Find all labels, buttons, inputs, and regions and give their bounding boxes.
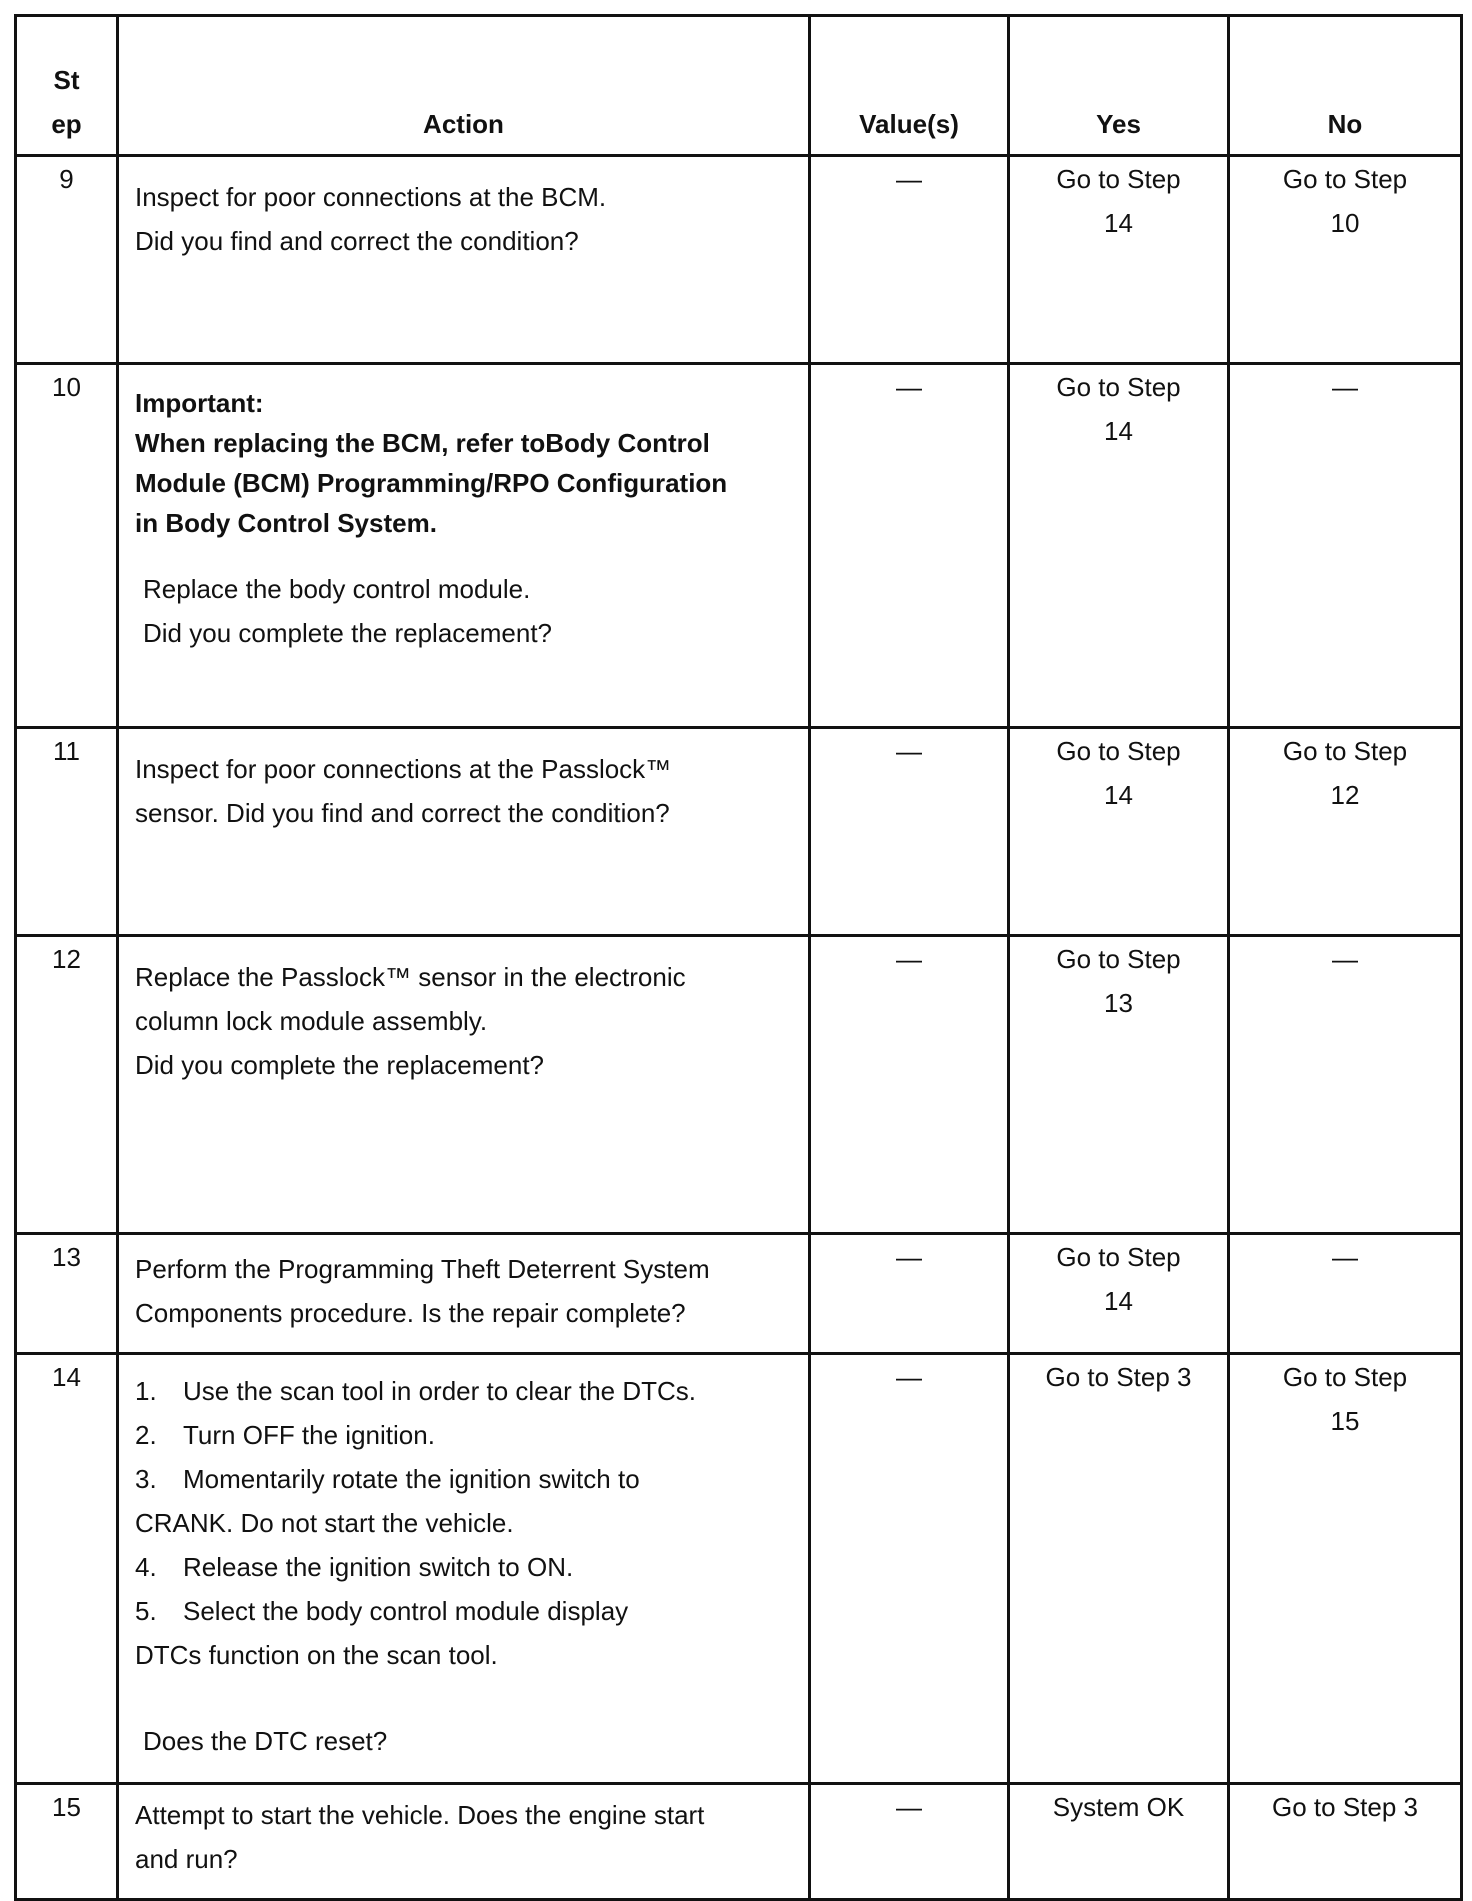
yes-step: 14 xyxy=(1104,1286,1133,1316)
table-row xyxy=(16,936,1462,1234)
no-cell xyxy=(1229,728,1462,936)
yes-step: 14 xyxy=(1104,416,1133,446)
value-cell: — xyxy=(810,364,1009,728)
table-row xyxy=(16,1354,1462,1784)
action-question: Does the DTC reset? xyxy=(143,1726,388,1756)
value-cell: — xyxy=(810,1354,1009,1784)
yes-cell: Go to Step 3 xyxy=(1009,1354,1229,1784)
list-item: 5. Select the body control module display xyxy=(135,1596,629,1626)
yes-step: 13 xyxy=(1104,988,1133,1018)
step-number: 14 xyxy=(16,1354,118,1784)
header-action: Action xyxy=(118,16,810,156)
value-cell: — xyxy=(810,1784,1009,1900)
no-step: 15 xyxy=(1330,1406,1360,1436)
action-line: Replace the body control module. xyxy=(143,574,531,604)
action-cell xyxy=(118,1784,810,1900)
yes-cell xyxy=(1009,1234,1229,1354)
action-line: column lock module assembly. xyxy=(135,1006,488,1036)
list-item: 1. Use the scan tool in order to clear the DTCs. xyxy=(135,1376,697,1406)
action-cell xyxy=(118,1234,810,1354)
header-yes: Yes xyxy=(1009,16,1229,156)
no-cell xyxy=(1229,1354,1462,1784)
action-cell xyxy=(118,1354,810,1784)
yes-link: Go to Step xyxy=(1056,944,1181,974)
list-item: 4. Release the ignition switch to ON. xyxy=(135,1552,574,1582)
action-line: and run? xyxy=(135,1844,238,1874)
step-number: 12 xyxy=(16,936,118,1234)
header-values: Value(s) xyxy=(810,16,1009,156)
action-line: Perform the Programming Theft Deterrent System xyxy=(135,1254,710,1284)
yes-cell xyxy=(1009,936,1229,1234)
table-row xyxy=(16,1234,1462,1354)
important-line: in Body Control System. xyxy=(135,508,437,538)
yes-link: Go to Step xyxy=(1056,164,1181,194)
no-link: Go to Step xyxy=(1282,164,1408,194)
list-item-continuation: DTCs function on the scan tool. xyxy=(135,1640,498,1670)
action-cell xyxy=(118,156,810,364)
important-line: Module (BCM) Programming/RPO Configuration xyxy=(135,468,728,498)
no-cell: — xyxy=(1229,1234,1462,1354)
no-link: Go to Step xyxy=(1282,736,1408,766)
action-line: Attempt to start the vehicle. Does the engine start xyxy=(135,1800,705,1830)
header-step-line1: St xyxy=(53,65,80,95)
action-line: Inspect for poor connections at the BCM. xyxy=(135,182,607,212)
action-line: sensor. Did you find and correct the condition? xyxy=(135,798,670,828)
important-line: When replacing the BCM, refer toBody Control xyxy=(135,428,710,458)
step-number: 13 xyxy=(16,1234,118,1354)
step-number: 10 xyxy=(16,364,118,728)
action-cell xyxy=(118,936,810,1234)
action-line: Components procedure. Is the repair complete? xyxy=(135,1298,686,1328)
header-step xyxy=(16,16,118,156)
action-line: Inspect for poor connections at the Passlock™ xyxy=(135,754,672,784)
yes-step: 14 xyxy=(1104,780,1133,810)
header-row xyxy=(16,16,1462,156)
action-line: Did you complete the replacement? xyxy=(135,1050,545,1080)
action-cell xyxy=(118,728,810,936)
action-line: Did you complete the replacement? xyxy=(143,618,553,648)
header-step-line2: ep xyxy=(51,109,82,139)
step-number: 9 xyxy=(16,156,118,364)
step-number: 11 xyxy=(16,728,118,936)
step-number: 15 xyxy=(16,1784,118,1900)
table-row xyxy=(16,364,1462,728)
yes-cell xyxy=(1009,364,1229,728)
value-cell: — xyxy=(810,156,1009,364)
action-line: Did you find and correct the condition? xyxy=(135,226,579,256)
no-link: Go to Step xyxy=(1282,1362,1408,1392)
yes-step: 14 xyxy=(1104,208,1133,238)
no-step: 10 xyxy=(1330,208,1360,238)
yes-cell: System OK xyxy=(1009,1784,1229,1900)
table-row xyxy=(16,156,1462,364)
yes-link: Go to Step xyxy=(1056,736,1181,766)
list-item: 2. Turn OFF the ignition. xyxy=(135,1420,435,1450)
no-step: 12 xyxy=(1330,780,1360,810)
yes-link: Go to Step xyxy=(1056,1242,1181,1272)
value-cell: — xyxy=(810,936,1009,1234)
action-line: Replace the Passlock™ sensor in the electronic xyxy=(135,962,686,992)
action-cell xyxy=(118,364,810,728)
yes-link: Go to Step xyxy=(1056,372,1181,402)
yes-cell xyxy=(1009,728,1229,936)
important-label: Important: xyxy=(135,388,264,418)
table-row xyxy=(16,1784,1462,1900)
header-no: No xyxy=(1229,16,1462,156)
no-cell: Go to Step 3 xyxy=(1229,1784,1462,1900)
list-item-continuation: CRANK. Do not start the vehicle. xyxy=(135,1508,514,1538)
value-cell: — xyxy=(810,1234,1009,1354)
no-cell: — xyxy=(1229,364,1462,728)
diagnostic-table xyxy=(14,14,1463,1901)
list-item: 3. Momentarily rotate the ignition switch to xyxy=(135,1464,640,1494)
no-cell xyxy=(1229,156,1462,364)
value-cell: — xyxy=(810,728,1009,936)
no-cell: — xyxy=(1229,936,1462,1234)
table-row xyxy=(16,728,1462,936)
yes-cell xyxy=(1009,156,1229,364)
